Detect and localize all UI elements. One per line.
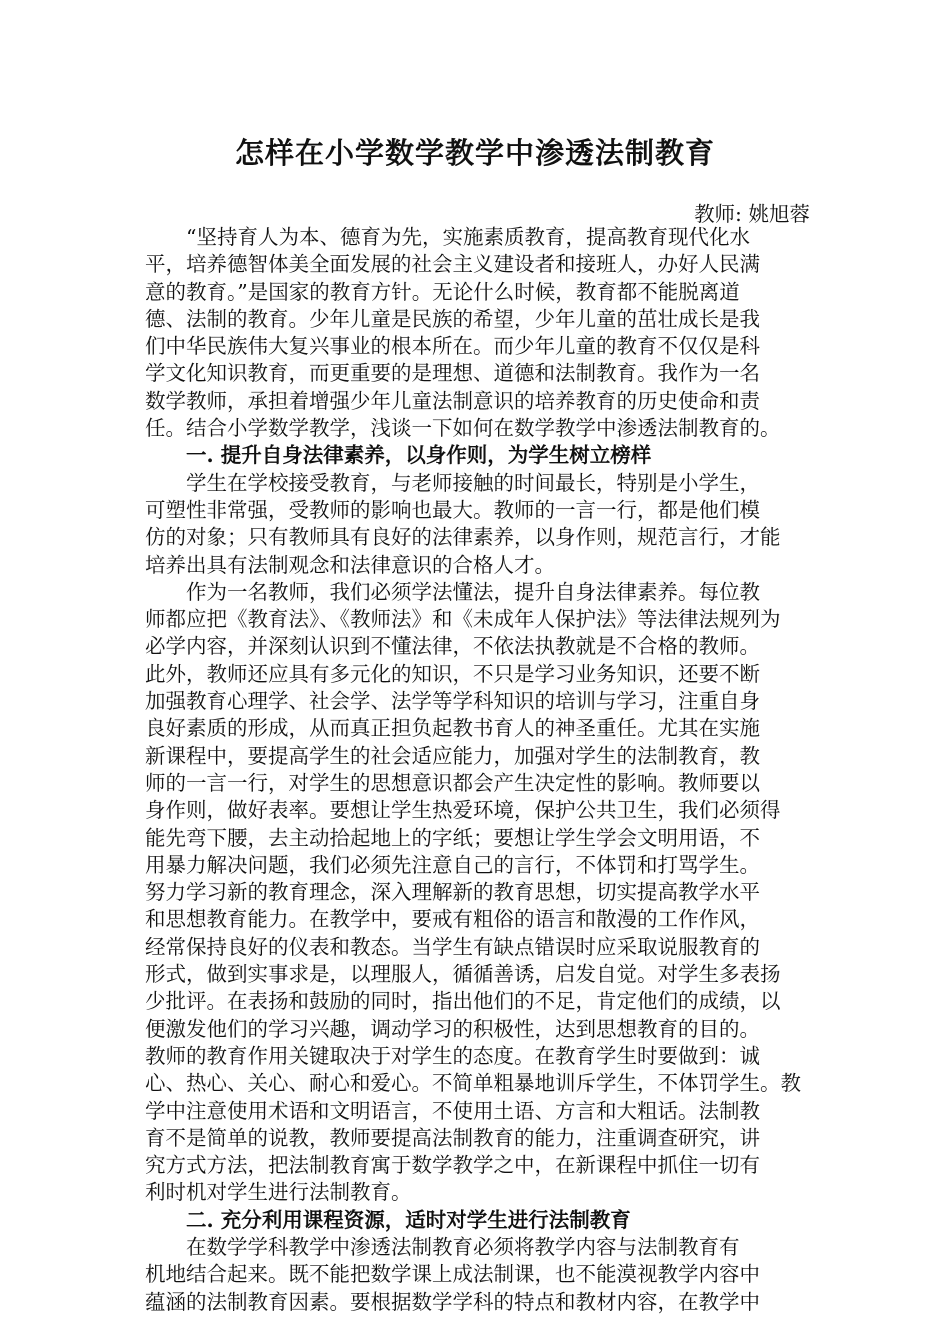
paragraph-line: 心、热心、关心、耐心和爱心。不简单粗暴地训斥学生，不体罚学生。教	[145, 1071, 801, 1096]
document-title: 怎样在小学数学教学中渗透法制教育	[234, 136, 715, 170]
paragraph-line: 形式，做到实事求是，以理服人，循循善诱，启发自觉。对学生多表扬	[145, 962, 781, 987]
paragraph-line: 加强教育心理学、社会学、法学等学科知识的培训与学习，注重自身	[145, 689, 760, 714]
paragraph-line: 教师的教育作用关键取决于对学生的态度。在教育学生时要做到：诚	[145, 1043, 760, 1068]
paragraph-line: 究方式方法，把法制教育寓于数学教学之中，在新课程中抓住一切有	[145, 1153, 760, 1178]
paragraph-line: 努力学习新的教育理念，深入理解新的教育思想，切实提高教学水平	[145, 880, 760, 905]
paragraph-line: 少批评。在表扬和鼓励的同时，指出他们的不足，肯定他们的成绩，以	[145, 989, 781, 1014]
paragraph-line: 师都应把《教育法》、《教师法》和《未成年人保护法》等法律法规列为	[145, 607, 781, 632]
paragraph-line: 意的教育。”是国家的教育方针。无论什么时候，教育都不能脱离道	[145, 279, 740, 304]
author-line: 教师: 姚旭蓉	[694, 202, 810, 226]
paragraph-line: 平，培养德智体美全面发展的社会主义建设者和接班人，办好人民满	[145, 252, 760, 277]
paragraph-line: 培养出具有法制观念和法律意识的合格人才。	[145, 552, 555, 577]
paragraph-line: 作为一名教师，我们必须学法懂法，提升自身法律素养。每位教	[145, 579, 760, 604]
paragraph-line: 能先弯下腰，去主动拾起地上的字纸；要想让学生学会文明用语，不	[145, 825, 760, 850]
paragraph-line: 数学教师，承担着增强少年儿童法制意识的培养教育的历史使命和责	[145, 388, 760, 413]
paragraph-line: 用暴力解决问题，我们必须先注意自己的言行，不体罚和打骂学生。	[145, 852, 760, 877]
paragraph-line: 机地结合起来。既不能把数学课上成法制课，也不能漠视教学内容中	[145, 1262, 760, 1287]
paragraph-line: 德、法制的教育。少年儿童是民族的希望，少年儿童的茁壮成长是我	[145, 306, 760, 331]
paragraph-line: 育不是简单的说教，教师要提高法制教育的能力，注重调查研究，讲	[145, 1125, 760, 1150]
paragraph-line: “坚持育人为本、德育为先，实施素质教育，提高教育现代化水	[145, 225, 750, 249]
paragraph-line: 利时机对学生进行法制教育。	[145, 1180, 412, 1205]
document-body	[145, 224, 825, 1316]
paragraph-line: 身作则，做好表率。要想让学生热爱环境，保护公共卫生，我们必须得	[145, 798, 781, 823]
paragraph-line: 必学内容，并深刻认识到不懂法律，不依法执教就是不合格的教师。	[145, 634, 760, 659]
paragraph-line: 可塑性非常强，受教师的影响也最大。教师的一言一行，都是他们模	[145, 497, 760, 522]
paragraph-line: 仿的对象；只有教师具有良好的法律素养，以身作则，规范言行，才能	[145, 525, 781, 550]
paragraph-line: 新课程中，要提高学生的社会适应能力，加强对学生的法制教育，教	[145, 743, 760, 768]
paragraph-line: 在数学学科教学中渗透法制教育必须将教学内容与法制教育有	[145, 1234, 740, 1259]
paragraph-line: 们中华民族伟大复兴事业的根本所在。而少年儿童的教育不仅仅是科	[145, 334, 760, 359]
paragraph-line: 学生在学校接受教育，与老师接触的时间最长，特别是小学生，	[145, 470, 760, 495]
paragraph-line: 经常保持良好的仪表和教态。当学生有缺点错误时应采取说服教育的	[145, 934, 760, 959]
paragraph-line: 学中注意使用术语和文明语言，不使用土语、方言和大粗话。法制教	[145, 1098, 760, 1123]
paragraph-line: 良好素质的形成，从而真正担负起教书育人的神圣重任。尤其在实施	[145, 716, 760, 741]
paragraph-line: 此外，教师还应具有多元化的知识，不只是学习业务知识，还要不断	[145, 661, 760, 686]
paragraph-line: 学文化知识教育，而更重要的是理想、道德和法制教育。我作为一名	[145, 361, 760, 386]
paragraph-line: 师的一言一行，对学生的思想意识都会产生决定性的影响。教师要以	[145, 770, 760, 795]
paragraph-line: 任。结合小学数学教学，浅谈一下如何在数学教学中渗透法制教育的。	[145, 416, 781, 441]
section-heading: 二. 充分利用课程资源，适时对学生进行法制教育	[145, 1207, 631, 1232]
paragraph-line: 便激发他们的学习兴趣，调动学习的积极性，达到思想教育的目的。	[145, 1016, 760, 1041]
paragraph-line: 蕴涵的法制教育因素。要根据数学学科的特点和教材内容，在教学中	[145, 1289, 760, 1314]
paragraph-line: 和思想教育能力。在教学中，要戒有粗俗的语言和散漫的工作作风，	[145, 907, 760, 932]
section-heading: 一. 提升自身法律素养，以身作则，为学生树立榜样	[145, 443, 652, 468]
